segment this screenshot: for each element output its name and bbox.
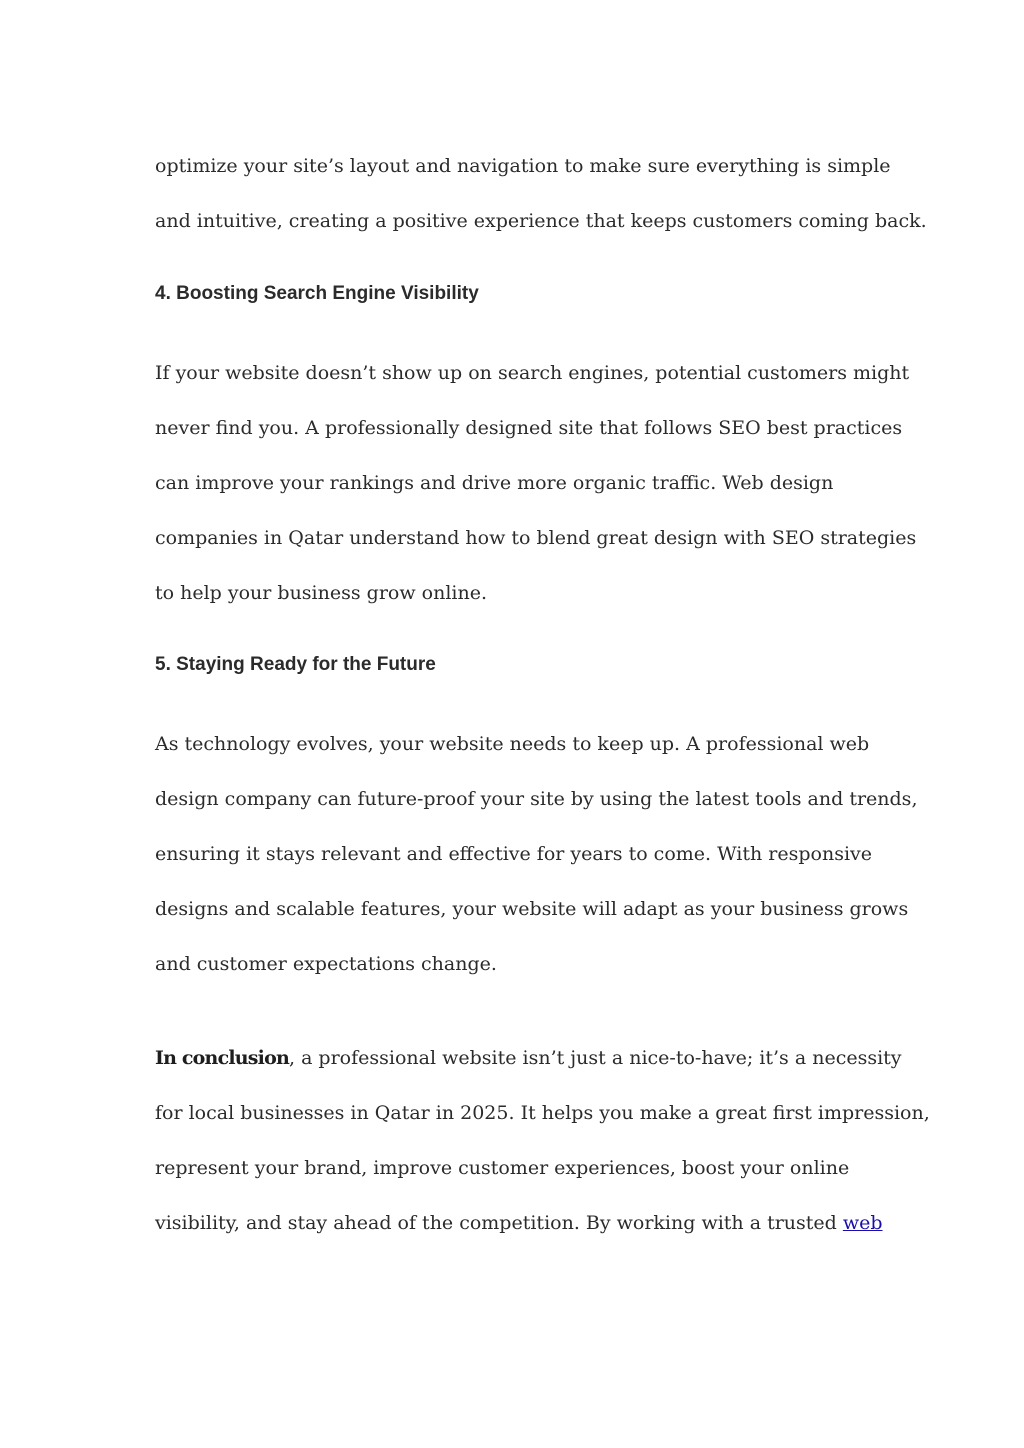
conclusion-line <box>155 1047 902 1069</box>
paragraph-line: and customer expectations change. <box>155 953 497 975</box>
paragraph-line: designs and scalable features, your website will adapt as your business grows <box>155 898 909 920</box>
paragraph-line: and intuitive, creating a positive experience that keeps customers coming back. <box>155 210 927 232</box>
conclusion-line: represent your brand, improve customer experiences, boost your online <box>155 1157 850 1179</box>
conclusion-line: for local businesses in Qatar in 2025. It helps you make a great first impression, <box>155 1102 930 1124</box>
paragraph-line: to help your business grow online. <box>155 582 487 604</box>
paragraph-line: never find you. A professionally designed site that follows SEO best practices <box>155 417 903 439</box>
paragraph-line: companies in Qatar understand how to blend great design with SEO strategies <box>155 527 917 549</box>
paragraph-line: ensuring it stays relevant and effective for years to come. With responsive <box>155 843 873 865</box>
conclusion-line <box>155 1212 883 1234</box>
paragraph-line: As technology evolves, your website needs to keep up. A professional web <box>155 733 870 755</box>
conclusion-first-line-rest: , a professional website isn’t just a nice-to-have; it’s a necessity <box>288 1047 902 1069</box>
web-design-link[interactable]: web <box>842 1212 883 1234</box>
section-heading-future: 5. Staying Ready for the Future <box>155 654 436 675</box>
paragraph-line: can improve your rankings and drive more organic traffic. Web design <box>155 472 834 494</box>
paragraph-line: If your website doesn’t show up on search engines, potential customers might <box>155 362 910 384</box>
paragraph-line: optimize your site’s layout and navigation to make sure everything is simple <box>155 155 891 177</box>
paragraph-line: design company can future-proof your site by using the latest tools and trends, <box>155 788 918 810</box>
section-heading-seo: 4. Boosting Search Engine Visibility <box>155 283 479 304</box>
conclusion-last-line-text: visibility, and stay ahead of the competition. By working with a trusted <box>155 1212 843 1234</box>
conclusion-lead: In conclusion <box>155 1047 289 1069</box>
